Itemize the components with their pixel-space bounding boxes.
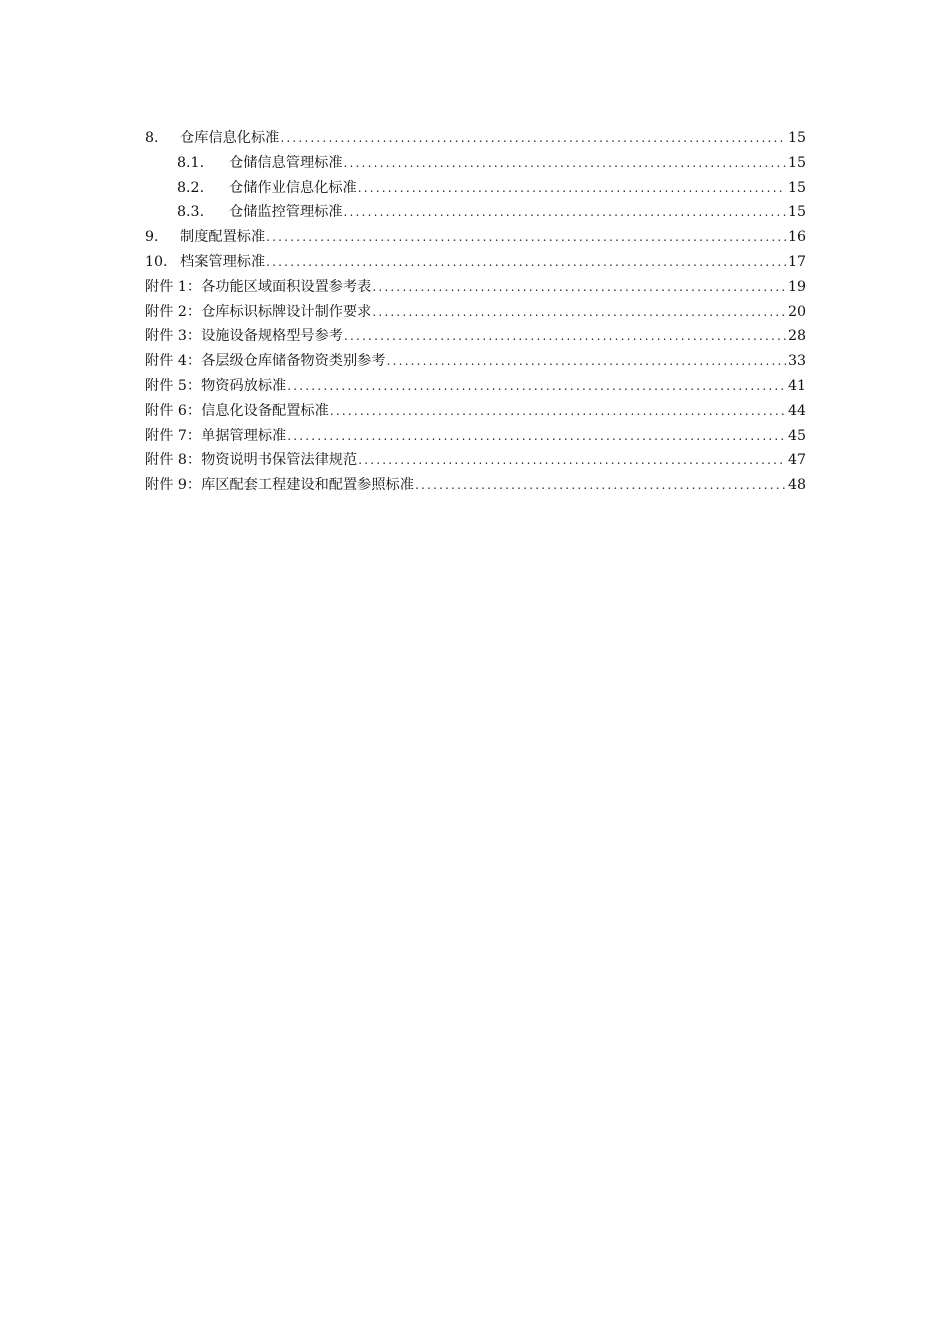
toc-entry[interactable] xyxy=(145,448,806,473)
dot-leader xyxy=(287,374,786,399)
toc-entry-title: 物资说明书保管法律规范 xyxy=(201,452,358,469)
toc-entry[interactable] xyxy=(145,300,806,325)
toc-entry-number: 附件 7： xyxy=(145,427,202,444)
dot-leader xyxy=(358,176,786,201)
toc-entry-number: 附件 9： xyxy=(145,477,202,494)
toc-entry-number: 附件 8： xyxy=(145,452,202,469)
toc-entry[interactable] xyxy=(145,126,806,151)
toc-entry-title: 档案管理标准 xyxy=(180,253,266,270)
toc-entry[interactable] xyxy=(145,399,806,424)
toc-entry[interactable] xyxy=(145,200,806,225)
toc-entry-number: 附件 6： xyxy=(145,402,202,419)
toc-entry-number: 附件 3： xyxy=(145,328,202,345)
toc-entry-number: 8.1. xyxy=(177,154,205,171)
toc-entry-title: 仓库标识标牌设计制作要求 xyxy=(201,303,372,320)
toc-entry-title: 仓库信息化标准 xyxy=(180,130,280,146)
toc-entry[interactable] xyxy=(145,473,806,498)
toc-entry-title: 设施设备规格型号参考 xyxy=(201,328,343,345)
dot-leader xyxy=(372,275,786,300)
toc-entry-page: 19 xyxy=(787,278,806,295)
toc-entry-page: 44 xyxy=(787,402,806,419)
toc-entry-number: 9. xyxy=(145,229,159,246)
toc-entry-title: 仓储作业信息化标准 xyxy=(229,179,357,196)
toc-entry-page: 15 xyxy=(787,179,806,196)
dot-leader xyxy=(280,126,786,151)
dot-leader xyxy=(372,300,786,325)
dot-leader xyxy=(330,399,786,424)
toc-entry-page: 17 xyxy=(787,253,806,270)
toc-entry-page: 33 xyxy=(787,353,806,370)
toc-entry-page: 41 xyxy=(787,377,806,394)
dot-leader xyxy=(266,225,786,250)
dot-leader xyxy=(266,250,786,275)
toc-entry-number: 8.3. xyxy=(177,204,205,221)
toc-entry-page: 15 xyxy=(787,154,806,171)
toc-entry-title: 信息化设备配置标准 xyxy=(201,402,329,419)
toc-entry[interactable] xyxy=(145,151,806,176)
toc-entry[interactable] xyxy=(145,176,806,201)
dot-leader xyxy=(287,424,786,449)
toc-entry-title: 仓储监控管理标准 xyxy=(229,204,343,221)
toc-entry-page: 45 xyxy=(787,427,806,444)
toc-entry-title: 各功能区域面积设置参考表 xyxy=(201,278,372,295)
toc-entry-title: 仓储信息管理标准 xyxy=(229,154,343,171)
toc-entry-number: 8.2. xyxy=(177,179,205,196)
toc-entry-number: 10. xyxy=(145,253,168,270)
toc-entry-page: 15 xyxy=(787,204,806,221)
dot-leader xyxy=(344,324,786,349)
dot-leader xyxy=(387,349,786,374)
toc-entry[interactable] xyxy=(145,349,806,374)
toc-entry-number: 附件 5： xyxy=(145,377,202,394)
toc-entry-title: 库区配套工程建设和配置参照标准 xyxy=(201,477,414,494)
toc-entry-title: 单据管理标准 xyxy=(201,427,287,444)
toc-entry[interactable] xyxy=(145,324,806,349)
toc-entry-number: 附件 4： xyxy=(145,353,202,370)
toc-entry-page: 28 xyxy=(787,328,806,345)
toc-entry-page: 48 xyxy=(787,477,806,494)
toc-entry-number: 附件 1： xyxy=(145,278,202,295)
table-of-contents xyxy=(145,126,806,498)
toc-entry-page: 20 xyxy=(787,303,806,320)
dot-leader xyxy=(344,200,786,225)
dot-leader xyxy=(415,473,786,498)
toc-entry-page: 16 xyxy=(787,229,806,246)
toc-entry-title: 制度配置标准 xyxy=(180,229,266,246)
toc-entry[interactable] xyxy=(145,424,806,449)
toc-entry-page: 47 xyxy=(787,452,806,469)
toc-entry-title: 各层级仓库储备物资类别参考 xyxy=(201,353,386,370)
toc-entry-number: 8. xyxy=(145,130,159,146)
toc-entry-page: 15 xyxy=(787,130,806,146)
toc-entry[interactable] xyxy=(145,225,806,250)
dot-leader xyxy=(344,151,786,176)
toc-entry[interactable] xyxy=(145,275,806,300)
toc-entry[interactable] xyxy=(145,250,806,275)
toc-entry-title: 物资码放标准 xyxy=(201,377,287,394)
toc-entry[interactable] xyxy=(145,374,806,399)
dot-leader xyxy=(358,448,786,473)
toc-entry-number: 附件 2： xyxy=(145,303,202,320)
